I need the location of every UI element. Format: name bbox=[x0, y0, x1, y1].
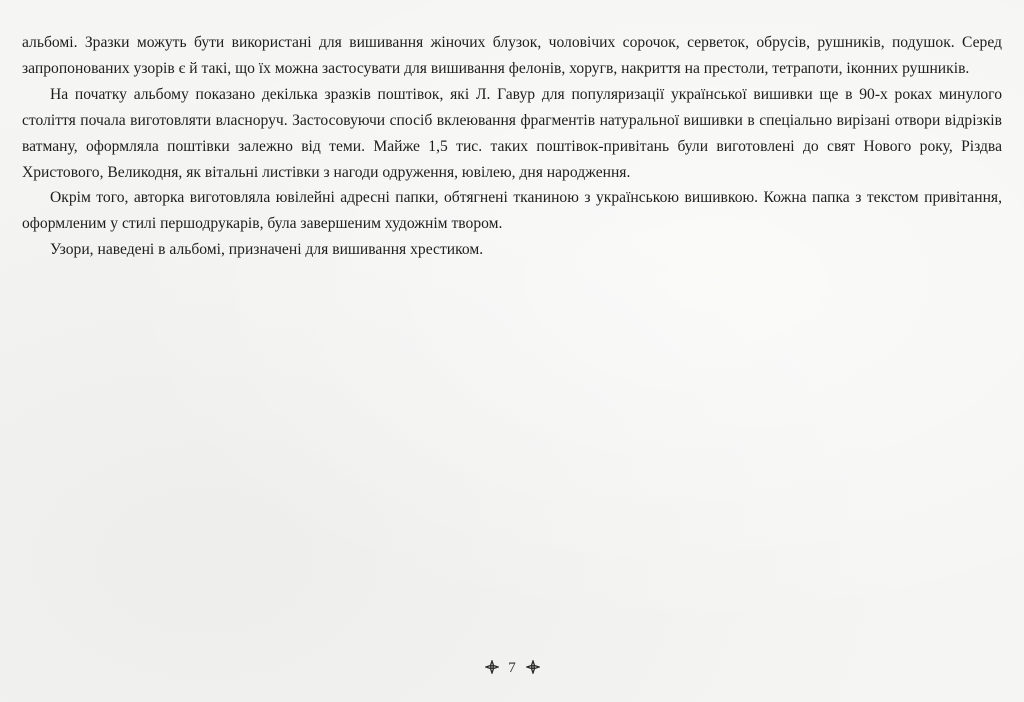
page-footer bbox=[0, 660, 1024, 677]
page-number: 7 bbox=[508, 660, 516, 676]
paragraph-postcards: На початку альбому показано декілька зразків поштівок, які Л. Гавур для популяризації української вишивки ще в 90-х роках минулого століття почала виготовляти власноруч. Застосовуючи спосіб вклеювання фрагментів натуральної вишивки в спеціально вирізані отвори відрізків ватману, оформляла поштівки залежно від теми. Майже 1,5 тис. таких поштівок-привітань були виготовлені до свят Нового року, Різдва Христового, Великодня, як вітальні листівки з нагоди одруження, ювілею, дня народження. bbox=[22, 85, 1002, 181]
cross-stitch-star-icon bbox=[485, 660, 499, 674]
paragraph-folders: Окрім того, авторка виготовляла ювілейні адресні папки, обтягнені тканиною з українською вишивкою. Кожна папка з текстом привітання, оформленим у стилі першодрукарів, була завершеним художнім твором. bbox=[22, 189, 1002, 233]
paragraph-cross-stitch: Узори, наведені в альбомі, призначені для вишивання хрестиком. bbox=[50, 241, 484, 259]
body-text bbox=[22, 30, 1002, 263]
paragraph-continued: альбомі. Зразки можуть бути використані для вишивання жіночих блузок, чоловічих сорочок, серветок, обрусів, рушників, подушок. Серед запропонованих узорів є й такі, що їх можна застосувати для вишивання фелонів, хоругв, накриття на престоли, тетрапоти, іконних рушників. bbox=[22, 34, 1002, 77]
cross-stitch-star-icon bbox=[526, 660, 540, 674]
